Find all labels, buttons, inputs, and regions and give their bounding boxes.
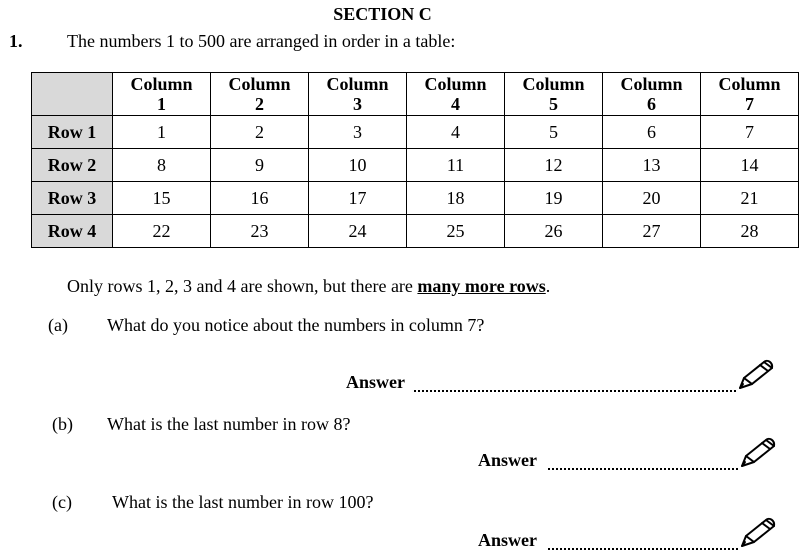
part-c-question: What is the last number in row 100? bbox=[112, 492, 374, 512]
table-row bbox=[32, 116, 799, 149]
table-cell: 2 bbox=[211, 116, 309, 149]
table-cell: 5 bbox=[505, 116, 603, 149]
table-cell: 28 bbox=[701, 215, 799, 248]
table-cell: 19 bbox=[505, 182, 603, 215]
table-row bbox=[32, 182, 799, 215]
table-cell: 26 bbox=[505, 215, 603, 248]
column-header: Column 4 bbox=[407, 73, 505, 116]
part-a-label: (a) bbox=[48, 315, 68, 335]
answer-c-line[interactable] bbox=[548, 548, 738, 550]
note-emphasis: many more rows bbox=[417, 276, 546, 296]
number-table bbox=[31, 72, 799, 248]
table-cell: 20 bbox=[603, 182, 701, 215]
column-header: Column 7 bbox=[701, 73, 799, 116]
row-header: Row 4 bbox=[32, 215, 113, 248]
table-cell: 14 bbox=[701, 149, 799, 182]
part-a-question: What do you notice about the numbers in column 7? bbox=[107, 315, 485, 335]
table-cell: 27 bbox=[603, 215, 701, 248]
table-cell: 6 bbox=[603, 116, 701, 149]
answer-b-label: Answer bbox=[478, 450, 537, 470]
part-b-label: (b) bbox=[52, 414, 73, 434]
table-cell: 3 bbox=[309, 116, 407, 149]
table-cell: 17 bbox=[309, 182, 407, 215]
table-cell: 25 bbox=[407, 215, 505, 248]
answer-a-line[interactable] bbox=[414, 390, 736, 392]
table-header-row bbox=[32, 73, 799, 116]
column-header: Column 2 bbox=[211, 73, 309, 116]
table-cell: 7 bbox=[701, 116, 799, 149]
table-cell: 11 bbox=[407, 149, 505, 182]
section-title: SECTION C bbox=[333, 4, 432, 24]
table-cell: 23 bbox=[211, 215, 309, 248]
answer-c-label: Answer bbox=[478, 530, 537, 550]
answer-b-line[interactable] bbox=[548, 468, 738, 470]
table-cell: 18 bbox=[407, 182, 505, 215]
question-number: 1. bbox=[9, 31, 23, 51]
row-header: Row 1 bbox=[32, 116, 113, 149]
table-cell: 8 bbox=[113, 149, 211, 182]
table-row bbox=[32, 149, 799, 182]
part-b-question: What is the last number in row 8? bbox=[107, 414, 351, 434]
table-note: Only rows 1, 2, 3 and 4 are shown, but there are many more rows. bbox=[67, 276, 551, 296]
column-header: Column 6 bbox=[603, 73, 701, 116]
table-cell: 16 bbox=[211, 182, 309, 215]
pen-icon bbox=[736, 516, 780, 552]
answer-a-label: Answer bbox=[346, 372, 405, 392]
table-cell: 10 bbox=[309, 149, 407, 182]
pen-icon bbox=[734, 358, 778, 394]
row-header: Row 3 bbox=[32, 182, 113, 215]
table-cell: 21 bbox=[701, 182, 799, 215]
table-cell: 22 bbox=[113, 215, 211, 248]
table-corner-cell bbox=[32, 73, 113, 116]
column-header: Column 1 bbox=[113, 73, 211, 116]
table-cell: 1 bbox=[113, 116, 211, 149]
table-cell: 4 bbox=[407, 116, 505, 149]
table-cell: 9 bbox=[211, 149, 309, 182]
table-cell: 15 bbox=[113, 182, 211, 215]
column-header: Column 3 bbox=[309, 73, 407, 116]
part-c-label: (c) bbox=[52, 492, 72, 512]
table-cell: 12 bbox=[505, 149, 603, 182]
table-row bbox=[32, 215, 799, 248]
question-intro: The numbers 1 to 500 are arranged in order in a table: bbox=[67, 31, 456, 51]
table-cell: 13 bbox=[603, 149, 701, 182]
column-header: Column 5 bbox=[505, 73, 603, 116]
table-cell: 24 bbox=[309, 215, 407, 248]
pen-icon bbox=[736, 436, 780, 472]
row-header: Row 2 bbox=[32, 149, 113, 182]
